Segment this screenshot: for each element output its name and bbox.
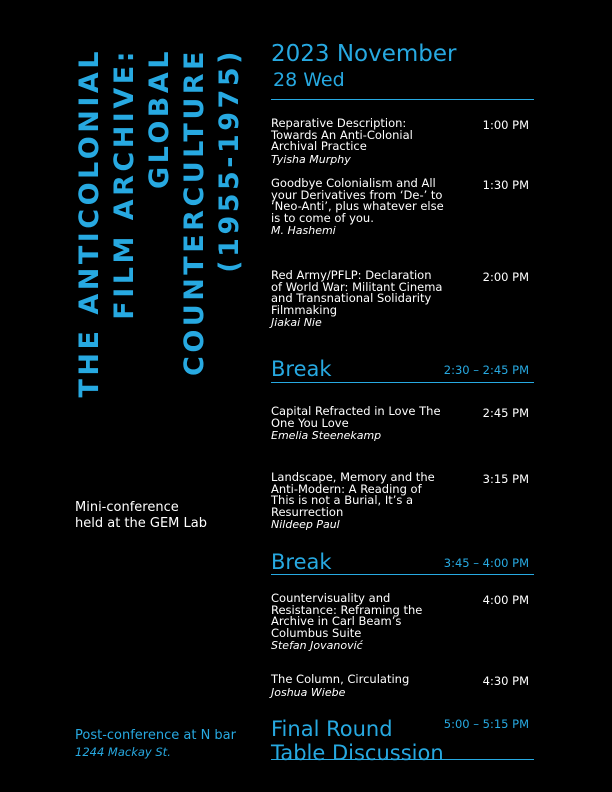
final-time: 5:00 – 5:15 PM <box>443 717 529 731</box>
session-time: 4:30 PM <box>482 674 529 688</box>
session-title: Countervisuality and Resistance: Reframing the Archive in Carl Beam’s Columbus Suite <box>271 591 423 640</box>
event-subtitle <box>75 500 207 532</box>
session-speaker: Tyisha Murphy <box>271 152 351 166</box>
session-item <box>271 270 534 330</box>
date-line-1: 2023 November <box>271 41 457 67</box>
session-title: Landscape, Memory and the Anti-Modern: A Reading of This is not a Burial, It’s a Resurrection <box>271 470 435 519</box>
title-line-5: (1955-1975) <box>214 48 245 273</box>
post-conference-address: 1244 Mackay St. <box>75 745 171 759</box>
session-item <box>271 593 534 653</box>
session-item <box>271 472 534 532</box>
session-item <box>271 674 534 700</box>
session-title: The Column, Circulating <box>271 672 410 686</box>
session-title: Capital Refracted in Love The One You Love <box>271 404 441 430</box>
session-speaker: Nildeep Paul <box>271 518 340 531</box>
event-title <box>72 48 245 468</box>
break-1 <box>271 357 534 381</box>
subtitle-line-2: held at the GEM Lab <box>75 516 207 531</box>
session-item <box>271 406 534 443</box>
break-2 <box>271 550 534 574</box>
break-2-divider <box>271 574 534 575</box>
break-time: 2:30 – 2:45 PM <box>443 363 529 377</box>
session-time: 2:00 PM <box>482 270 529 284</box>
session-time: 3:15 PM <box>482 472 529 486</box>
session-time: 2:45 PM <box>482 406 529 420</box>
title-line-4: COUNTERCULTURE <box>179 48 210 376</box>
title-line-3: GLOBAL <box>144 48 175 190</box>
session-speaker: Stefan Jovanović <box>271 639 363 652</box>
schedule-header <box>271 40 534 92</box>
date-line-2: 28 Wed <box>273 69 345 91</box>
session-title: Goodbye Colonialism and All your Derivatives from ‘De-’ to ‘Neo-Anti’, plus whatever else is to come of you. <box>271 176 444 225</box>
break-label: Break <box>271 550 332 574</box>
session-time: 4:00 PM <box>482 593 529 607</box>
final-discussion <box>271 717 534 765</box>
break-label: Break <box>271 357 332 381</box>
post-conference-label: Post-conference at N bar <box>75 728 236 743</box>
session-speaker: Joshua Wiebe <box>271 685 346 699</box>
subtitle-line-1: Mini-conference <box>75 500 179 515</box>
session-title: Reparative Description: Towards An Anti-Colonial Archival Practice <box>271 116 413 153</box>
session-speaker: Emelia Steenekamp <box>271 429 382 442</box>
session-title: Red Army/PFLP: Declaration of World War: Militant Cinema and Transnational Solidarity Filmmaking <box>271 268 443 317</box>
session-item <box>271 178 534 238</box>
break-time: 3:45 – 4:00 PM <box>443 556 529 570</box>
session-time: 1:00 PM <box>482 118 529 132</box>
post-conference <box>75 727 236 761</box>
session-speaker: Jiakai Nie <box>271 316 322 329</box>
break-1-divider <box>271 382 534 383</box>
date-divider <box>271 99 534 100</box>
final-line-1: Final Round <box>271 717 393 741</box>
title-line-1: THE ANTICOLONIAL <box>74 48 105 398</box>
final-divider <box>271 759 534 760</box>
session-speaker: M. Hashemi <box>271 224 336 237</box>
title-line-2: FILM ARCHIVE: <box>109 48 140 320</box>
session-time: 1:30 PM <box>482 178 529 192</box>
final-line-2: Table Discussion <box>271 741 444 765</box>
session-item <box>271 118 534 167</box>
